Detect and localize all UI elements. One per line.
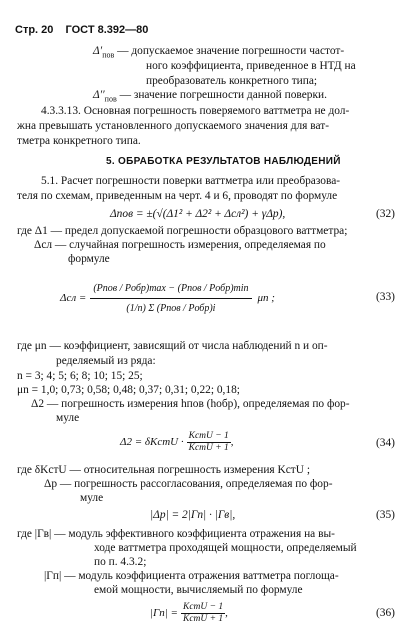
where-line: ходе ваттметра проходящей мощности, определяемый <box>94 542 357 554</box>
formula-35: |Δр| = 2|Γп| · |Γв|, <box>150 509 236 521</box>
definition-line: преобразователь конкретного типа; <box>146 75 318 87</box>
formula-36 <box>150 598 228 628</box>
definition-text: — значение погрешности данной поверки. <box>116 89 327 101</box>
formula-lhs: Δсл = <box>60 292 87 304</box>
equation-number: (36) <box>376 607 395 619</box>
fraction <box>181 602 225 625</box>
page-number: Стр. 20 <box>15 24 54 36</box>
definition-text: — допускаемое значение погрешности частот- <box>114 45 345 57</box>
equation-number: (35) <box>376 509 395 521</box>
minus-sign: − <box>165 283 178 294</box>
fraction-denominator: KстU + 1 <box>182 613 224 624</box>
paragraph-line: 5.1. Расчет погрешности поверки ваттметра или преобразова- <box>41 175 341 187</box>
page-header <box>15 23 148 37</box>
formula-34 <box>120 427 234 457</box>
fraction-denominator: (1/n) Σ (Pпов / Pобр)i <box>126 303 216 314</box>
fraction-numerator: KстU − 1 <box>188 430 229 441</box>
paragraph-line: тметра конкретного типа. <box>17 135 141 147</box>
formula-rhs: μn ; <box>257 292 275 304</box>
formula-tail: , <box>230 436 234 448</box>
where-line: по п. 4.3.2; <box>94 556 147 568</box>
where-line: емой мощности, вычисляемый по формуле <box>94 584 303 596</box>
fraction-denominator: KстU + 1 <box>188 442 229 453</box>
series-mu: μn = 1,0; 0,73; 0,58; 0,48; 0,37; 0,31; 0,22; 0,18; <box>17 384 240 396</box>
equation-number: (33) <box>376 291 395 303</box>
where-line: где |Γв| — модуль эффективного коэффициента отражения на вы- <box>17 528 335 540</box>
where-line: |Γп| — модуль коэффициента отражения ваттметра поглоща- <box>44 570 339 582</box>
where-line: где μn — коэффициент, зависящий от числа наблюдений n и оп- <box>17 340 328 352</box>
where-line: муле <box>56 412 80 424</box>
where-line: Δ2 — погрешность измерения hпов (hобр), определяемая по фор- <box>31 398 350 410</box>
fraction-numerator: KстU − 1 <box>182 601 224 612</box>
standard-id: ГОСТ 8.392—80 <box>65 24 149 36</box>
fraction <box>187 431 231 454</box>
where-line: Δсл — случайная погрешность измерения, определяемая по <box>34 239 326 251</box>
ratio-min: (Pпов / Pобр)min <box>177 283 249 294</box>
where-line: Δр — погрешность рассогласования, определяемая по фор- <box>44 478 333 490</box>
definition-line: ного коэффициента, приведенное в НТД на <box>146 60 356 72</box>
where-line: муле <box>80 492 104 504</box>
symbol-subscript: пов <box>104 94 117 104</box>
ratio-max: (Pпов / Pобр)max <box>93 283 166 294</box>
paragraph-line: жна превышать установленного допускаемого значения для ват- <box>17 120 330 132</box>
paragraph-line: 4.3.3.13. Основная погрешность поверяемого ваттметра не дол- <box>41 105 350 117</box>
formula-33 <box>60 266 360 330</box>
symbol-subscript: пов <box>102 50 115 60</box>
formula-lhs: |Γп| = <box>150 607 178 619</box>
formula-lhs: Δ2 = δKстU · <box>120 436 184 448</box>
symbol: Δ′′ <box>93 89 105 101</box>
paragraph-line: теля по схемам, приведенным на черт. 4 и 6, проводят по формуле <box>17 190 338 202</box>
symbol: Δ′ <box>93 45 103 57</box>
section-title: 5. ОБРАБОТКА РЕЗУЛЬТАТОВ НАБЛЮДЕНИЙ <box>106 156 341 167</box>
where-line: ределяемый из ряда: <box>56 355 156 367</box>
where-line: формуле <box>68 253 110 265</box>
equation-number: (32) <box>376 208 395 220</box>
where-line: где δKстU — относительная погрешность измерения KстU ; <box>17 464 311 476</box>
formula-tail: , <box>225 607 228 619</box>
formula-32: Δпов = ±(√(Δ1² + Δ2² + Δсл²) + γΔр), <box>110 208 286 220</box>
equation-number: (34) <box>376 437 395 449</box>
fraction <box>90 281 251 315</box>
fraction-numerator <box>90 281 251 299</box>
series-n: n = 3; 4; 5; 6; 8; 10; 15; 25; <box>17 370 143 382</box>
where-line: где Δ1 — предел допускаемой погрешности образцового ваттметра; <box>17 225 348 237</box>
